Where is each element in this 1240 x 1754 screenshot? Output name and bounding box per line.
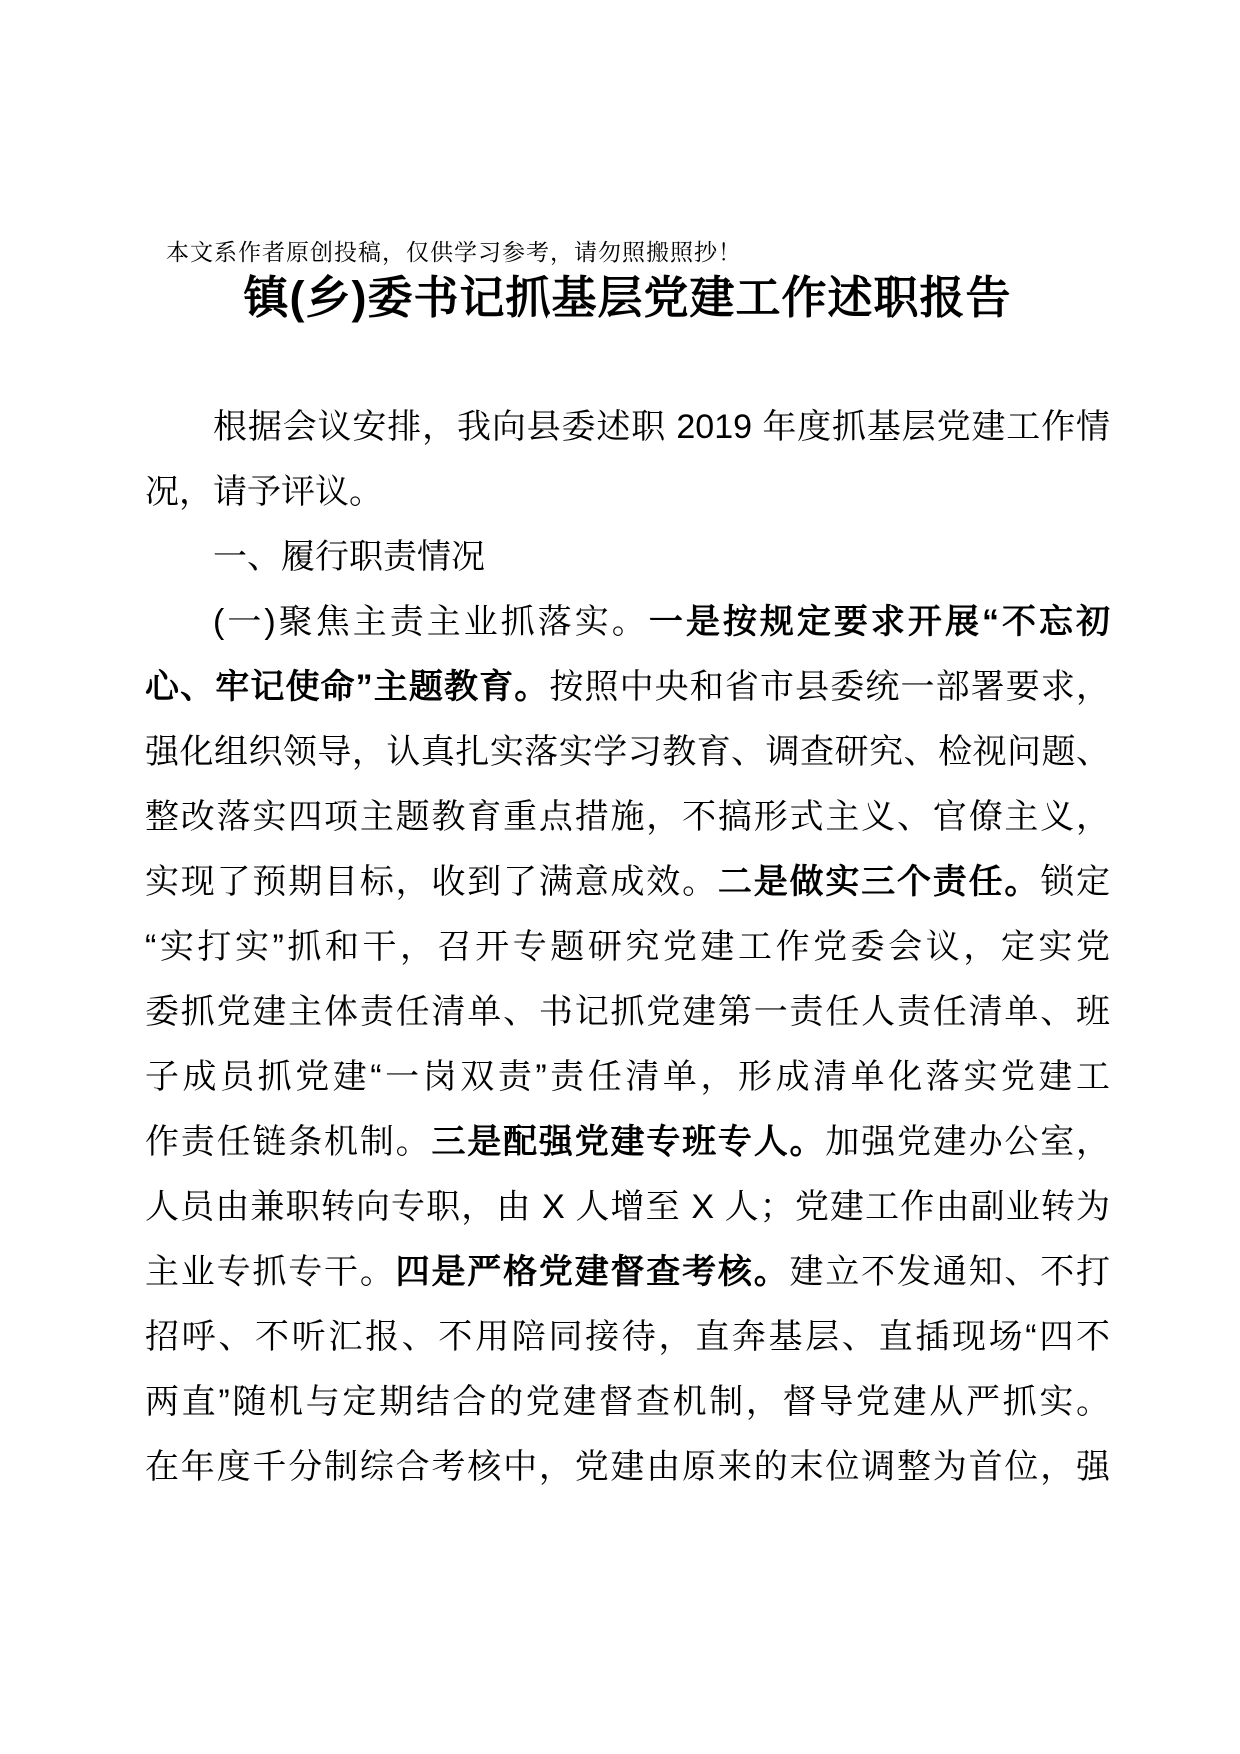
text-line [145, 1435, 1110, 1500]
text-line [145, 720, 1110, 785]
text-line [145, 460, 1110, 525]
text-line [145, 1305, 1110, 1370]
text-run: 强化组织领导，认真扎实落实学习教育、调查研究、检视问题、 [145, 733, 1110, 771]
text-line [145, 655, 1110, 720]
text-line [145, 980, 1110, 1045]
text-run: 整改落实四项主题教育重点措施，不搞形式主义、官僚主义， [145, 798, 1110, 836]
text-line [145, 1370, 1110, 1435]
text-run: 建立不发通知、不打 [789, 1253, 1110, 1291]
text-run: 况，请予评议。 [145, 473, 383, 511]
emphasis-text-run: 四是严格党建督查考核。 [395, 1253, 790, 1291]
text-run: 人员由兼职转向专职，由 X 人增至 X 人；党建工作由副业转为 [145, 1188, 1110, 1226]
text-run: “实打实”抓和干，召开专题研究党建工作党委会议，定实党 [145, 928, 1110, 966]
text-run: 实现了预期目标，收到了满意成效。 [145, 863, 718, 901]
copyright-note: 本文系作者原创投稿，仅供学习参考，请勿照搬照抄！ [166, 239, 742, 265]
document-body [145, 395, 1110, 1500]
text-run: 两直”随机与定期结合的党建督查机制，督导党建从严抓实。 [145, 1383, 1110, 1421]
text-line [145, 850, 1110, 915]
text-line [145, 915, 1110, 980]
text-run: 在年度千分制综合考核中，党建由原来的末位调整为首位，强 [145, 1448, 1110, 1486]
text-run: 主业专抓专干。 [145, 1253, 396, 1291]
emphasis-text-run: 一是按规定要求开展“不忘初 [648, 603, 1110, 641]
text-line [145, 525, 1110, 590]
emphasis-text-run: 二是做实三个责任。 [717, 863, 1041, 901]
text-run: 根据会议安排，我向县委述职 2019 年度抓基层党建工作情 [213, 408, 1110, 446]
text-line [145, 1175, 1110, 1240]
paragraph-heading-1 [145, 525, 1110, 590]
emphasis-text-run: 三是配强党建专班专人。 [431, 1123, 826, 1161]
text-run: 一、履行职责情况 [213, 538, 485, 576]
text-line [145, 590, 1110, 655]
paragraph-section-1-1 [145, 590, 1110, 1500]
text-run: (一)聚焦主责主业抓落实。 [213, 603, 649, 641]
text-line [145, 1240, 1110, 1305]
text-line [145, 1045, 1110, 1110]
text-run: 按照中央和省市县委统一部署要求， [549, 668, 1110, 706]
paragraph-intro [145, 395, 1110, 525]
text-run: 招呼、不听汇报、不用陪同接待，直奔基层、直插现场“四不 [145, 1318, 1110, 1356]
document-title: 镇(乡)委书记抓基层党建工作述职报告 [243, 272, 1012, 323]
text-line [145, 1110, 1110, 1175]
text-line [145, 785, 1110, 850]
text-run: 加强党建办公室， [825, 1123, 1110, 1161]
text-run: 锁定 [1040, 863, 1110, 901]
text-run: 委抓党建主体责任清单、书记抓党建第一责任人责任清单、班 [145, 993, 1110, 1031]
text-run: 子成员抓党建“一岗双责”责任清单，形成清单化落实党建工 [145, 1058, 1110, 1096]
text-line [145, 395, 1110, 460]
text-run: 作责任链条机制。 [145, 1123, 432, 1161]
emphasis-text-run: 心、牢记使命”主题教育。 [145, 668, 550, 706]
